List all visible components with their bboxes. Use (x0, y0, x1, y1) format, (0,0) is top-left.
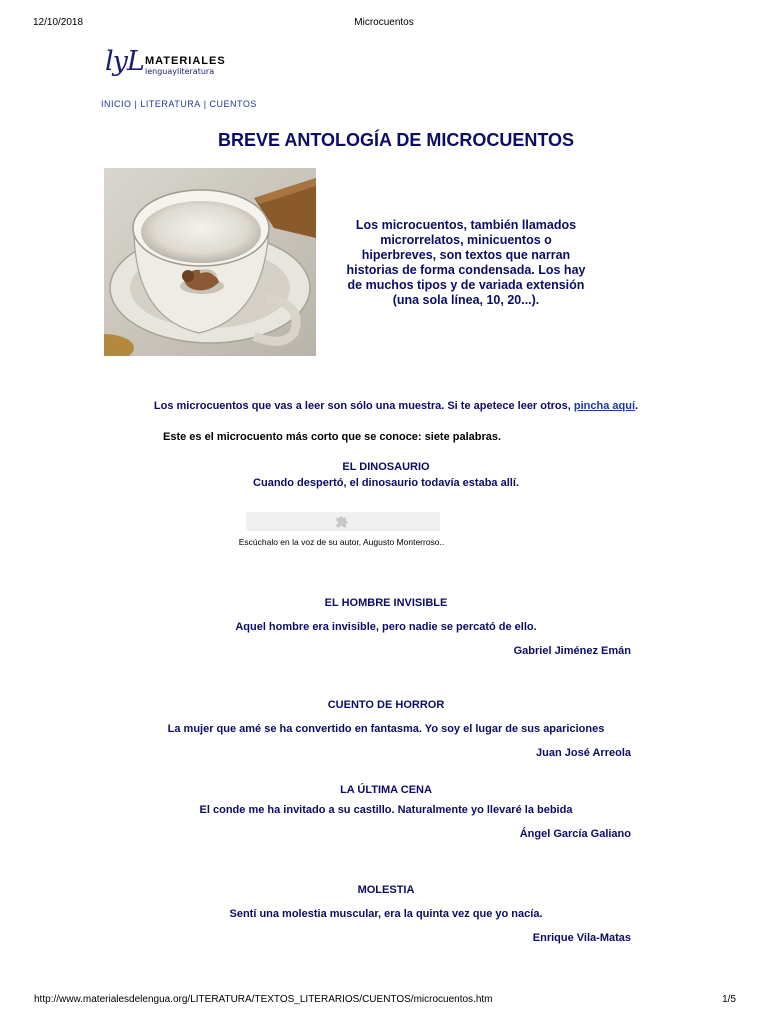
audio-caption: Escúchalo en la voz de su autor, Augusto Monterroso.. (238, 537, 445, 547)
story-author: Enrique Vila-Matas (532, 932, 631, 944)
story-text: El conde me ha invitado a su castillo. Naturalmente yo llevaré la bebida (199, 804, 573, 816)
page-number: 1/5 (722, 994, 736, 1005)
breadcrumb-separator: | (203, 99, 207, 109)
intro-paragraph: Los microcuentos, también llamados microrrelatos, minicuentos o hiperbreves, son textos que narran historias de forma condensada. Los hay de muchos tipos y de variada extensión (una sola línea, 10, 20...). (346, 218, 586, 307)
logo-brand: MATERIALES (145, 55, 226, 67)
more-stories-link[interactable]: pincha aquí (573, 400, 636, 412)
audio-player-placeholder[interactable] (246, 512, 440, 531)
shortest-note: Este es el microcuento más corto que se conoce: siete palabras. (163, 431, 502, 443)
story-author: Gabriel Jiménez Emán (513, 645, 631, 657)
breadcrumb-literatura[interactable]: LITERATURA (140, 99, 201, 109)
logo-subtitle: lenguayliteratura (145, 67, 215, 76)
sample-note-end: . (635, 400, 639, 412)
sample-note (0, 400, 768, 412)
story-title: MOLESTIA (357, 884, 415, 896)
teacup-illustration (104, 168, 316, 356)
story-text: Cuando despertó, el dinosaurio todavía estaba allí. (253, 477, 519, 489)
story-title: LA ÚLTIMA CENA (340, 784, 432, 796)
logo-script: lyL (105, 46, 144, 77)
print-title: Microcuentos (354, 17, 414, 28)
story-text: Sentí una molestia muscular, era la quinta vez que yo nacía. (229, 908, 543, 920)
breadcrumb-inicio[interactable]: INICIO (101, 99, 132, 109)
sample-note-text: Los microcuentos que vas a leer son sólo una muestra. Si te apetece leer otros, (153, 400, 574, 412)
story-author: Ángel García Galiano (519, 828, 631, 840)
story-title: EL HOMBRE INVISIBLE (324, 597, 448, 609)
story-title: CUENTO DE HORROR (327, 699, 445, 711)
site-logo[interactable] (105, 46, 245, 82)
breadcrumb-cuentos[interactable]: CUENTOS (209, 99, 257, 109)
print-date: 12/10/2018 (33, 17, 84, 28)
breadcrumb (101, 99, 257, 109)
story-title: EL DINOSAURIO (342, 461, 430, 473)
print-url: http://www.materialesdelengua.org/LITERATURA/TEXTOS_LITERARIOS/CUENTOS/microcuentos.htm (34, 994, 493, 1005)
story-author: Juan José Arreola (536, 747, 631, 759)
breadcrumb-separator: | (134, 99, 138, 109)
story-text: La mujer que amé se ha convertido en fantasma. Yo soy el lugar de sus apariciones (167, 723, 605, 735)
puzzle-icon (334, 513, 350, 529)
story-text: Aquel hombre era invisible, pero nadie se percató de ello. (235, 621, 537, 633)
page-title: BREVE ANTOLOGÍA DE MICROCUENTOS (217, 130, 575, 150)
